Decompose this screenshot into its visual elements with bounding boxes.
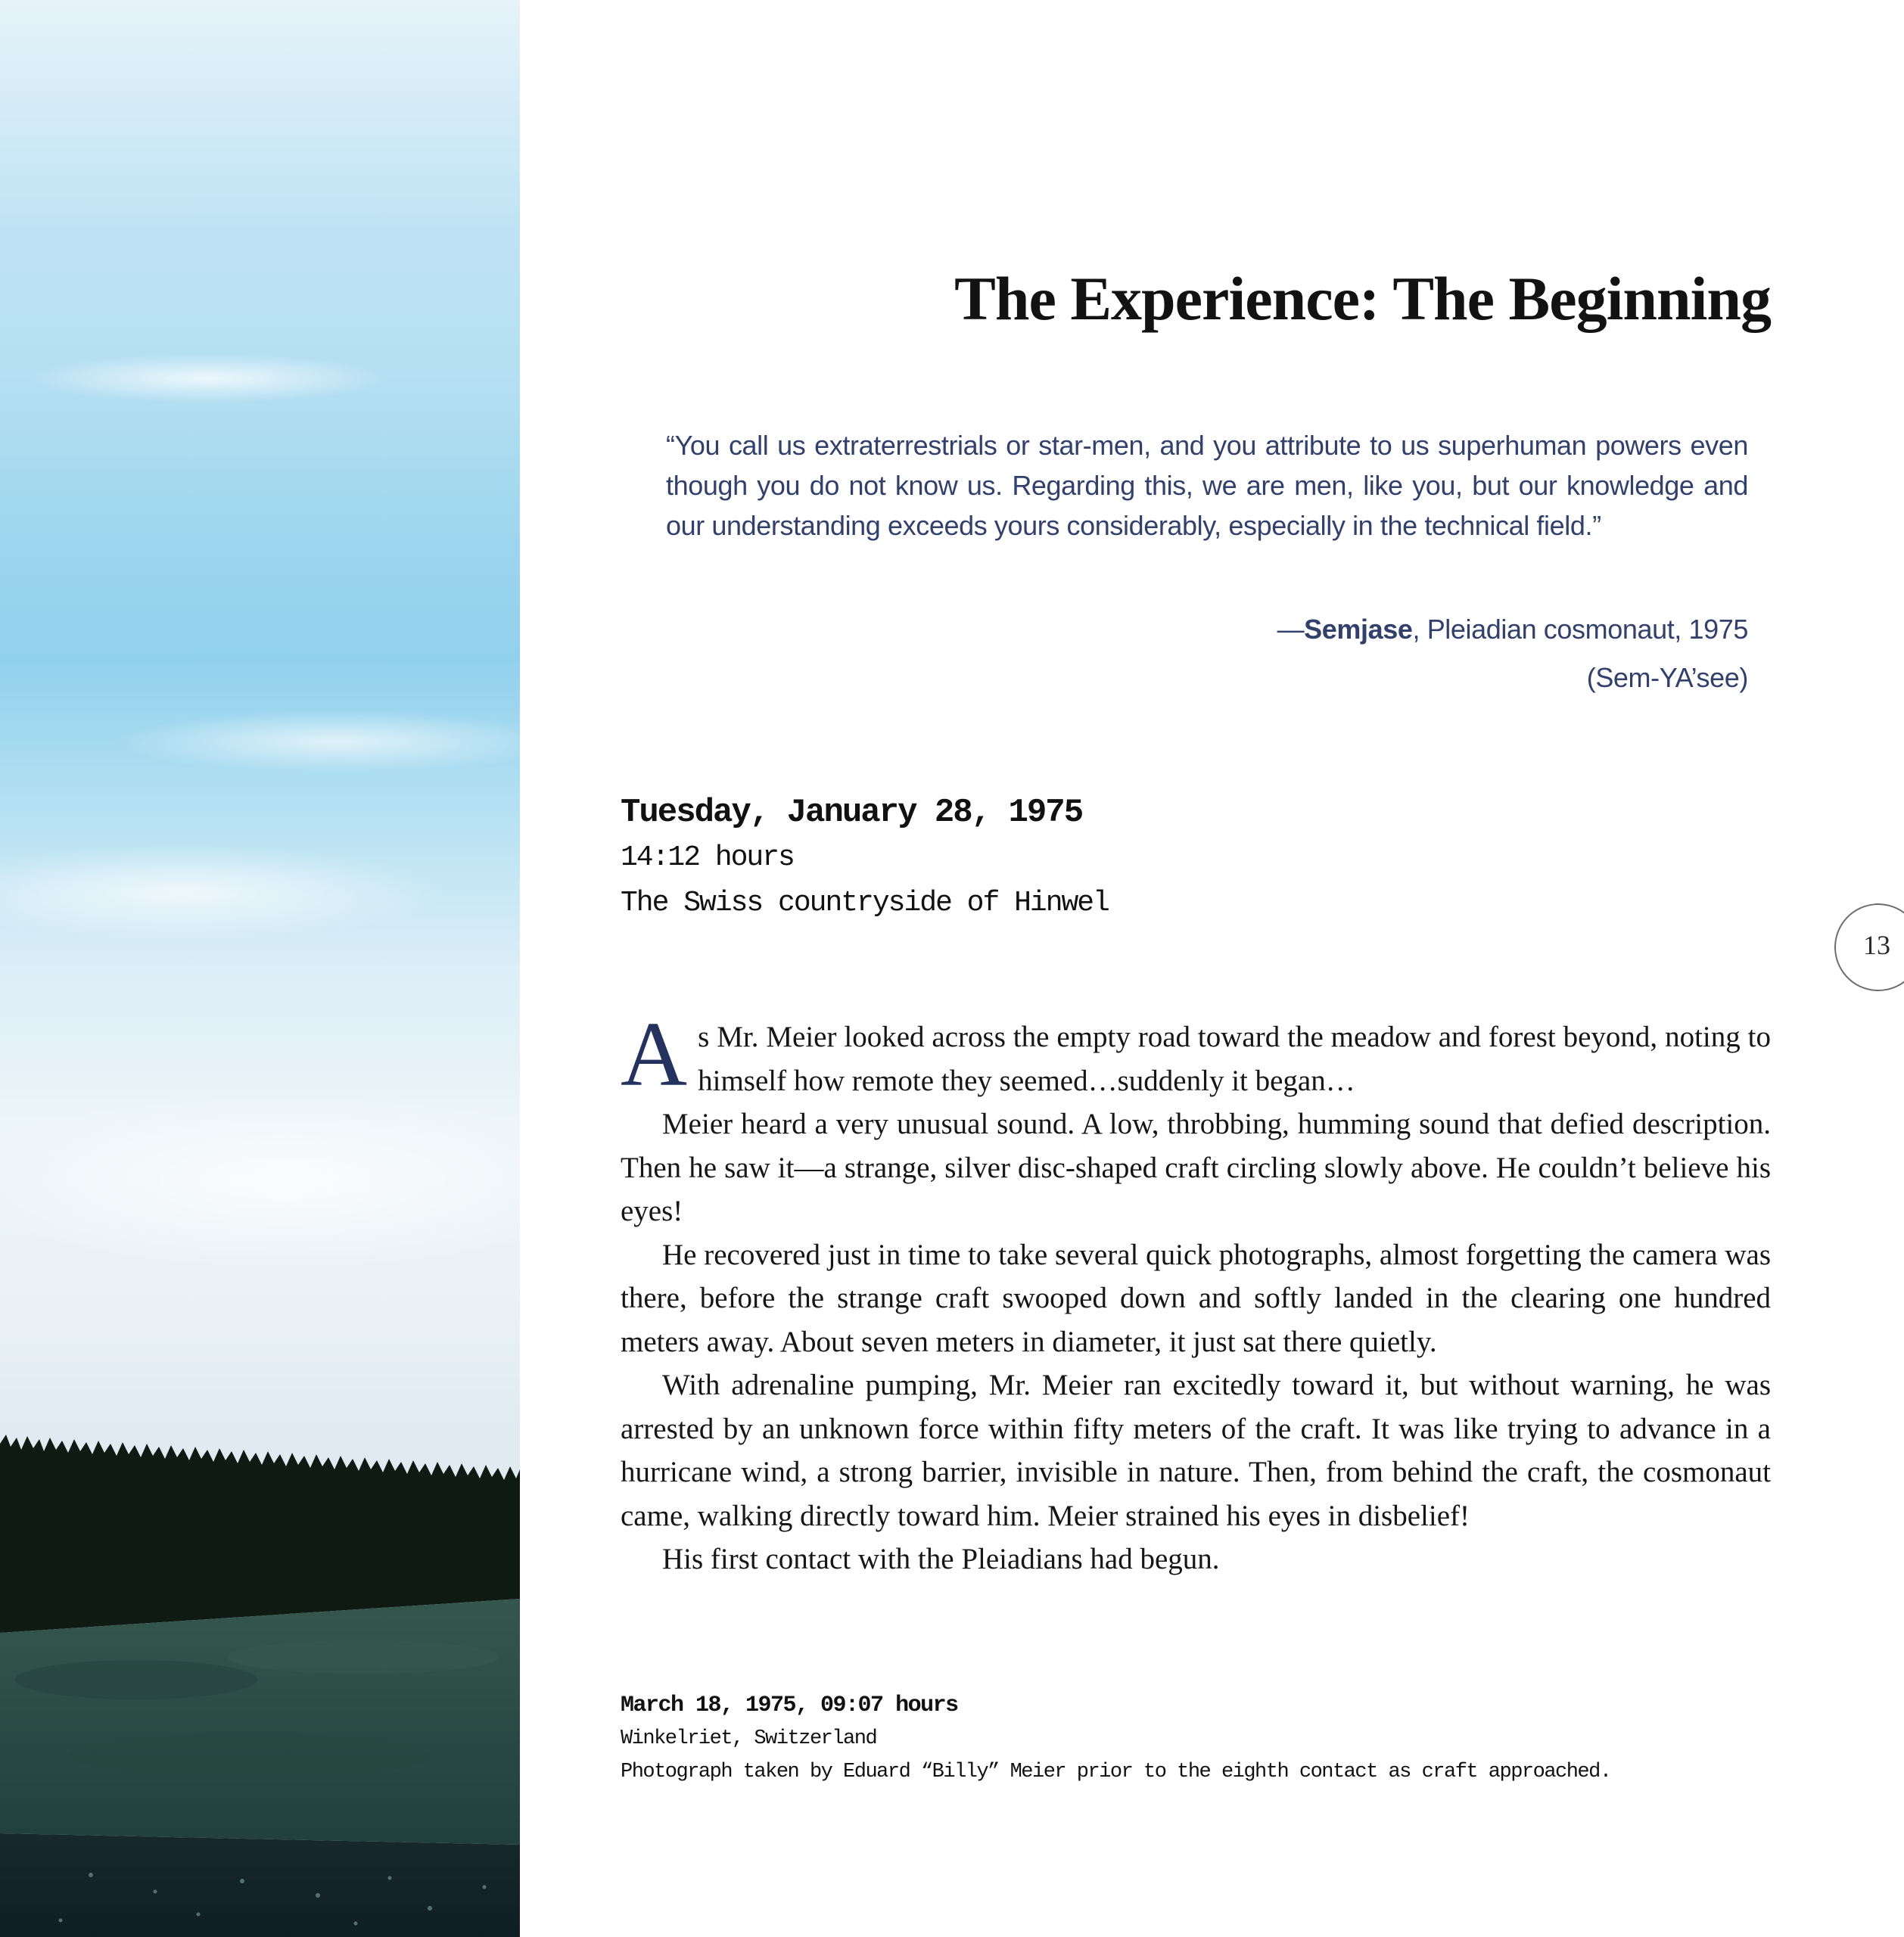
paragraph: Meier heard a very unusual sound. A low, throbbing, humming sound that defied description. Then he saw it—a strange, silver disc-shaped craft circling slowly above. He couldn’t believe his eyes! [621,1108,1771,1227]
chapter-title: The Experience: The Beginning [954,264,1771,333]
pronunciation: (Sem-YA’see) [1586,662,1748,693]
paragraph: He recovered just in time to take several quick photographs, almost forgetting the camera was there, before the strange craft swooped down and softly landed in the clearing one hundred meters away. About seven meters in diameter, it just sat there quietly. [621,1238,1771,1358]
event-location: The Swiss countryside of Hinwel [621,887,1109,919]
attribution-rest: , Pleiadian cosmonaut, 1975 [1412,614,1748,645]
event-heading [621,790,1771,926]
dropcap: A [621,1003,688,1105]
meadow [0,1599,520,1845]
caption-date: March 18, 1975, 09:07 hours [621,1693,958,1718]
text-column [621,0,1771,1937]
paragraph [621,1003,1771,1105]
attribution-dash: — [1277,614,1305,645]
attribution-name: Semjase [1304,614,1413,645]
epigraph-quote: “You call us extraterrestrials or star-men, and you attribute to us superhuman powers even though you do not know us. Regarding this, we are men, like you, but our knowledge and our understanding exceeds yours considerably, especially in the technical field.” [666,430,1748,541]
quote-attribution [666,605,1748,654]
page-number: 13 [1863,930,1890,960]
landscape-silhouette [0,1430,520,1937]
caption-location: Winkelriet, Switzerland [621,1727,877,1750]
paragraph: His first contact with the Pleiadians had begun. [662,1543,1220,1575]
countryside-photo [0,0,520,1937]
paragraph-text: s Mr. Meier looked across the empty road toward the meadow and forest beyond, noting to himself how remote they seemed…suddenly it began… [698,1021,1771,1097]
event-time: 14:12 hours [621,841,794,874]
caption-description: Photograph taken by Eduard “Billy” Meier prior to the eighth contact as craft approached. [621,1761,1611,1783]
body-text [621,1003,1771,1581]
foreground-field [0,1833,520,1937]
paragraph: With adrenaline pumping, Mr. Meier ran excitedly toward it, but without warning, he was arrested by an unknown force within fifty meters of the craft. It was like trying to advance in a hurricane wind, a strong barrier, invisible in nature. Then, from behind the craft, the cosmonaut came, walking directly toward him. Meier strained his eyes in disbelief! [621,1369,1771,1532]
event-date: Tuesday, January 28, 1975 [621,794,1083,832]
forest-treeline [0,1435,520,1633]
photo-caption [621,1689,1771,1789]
